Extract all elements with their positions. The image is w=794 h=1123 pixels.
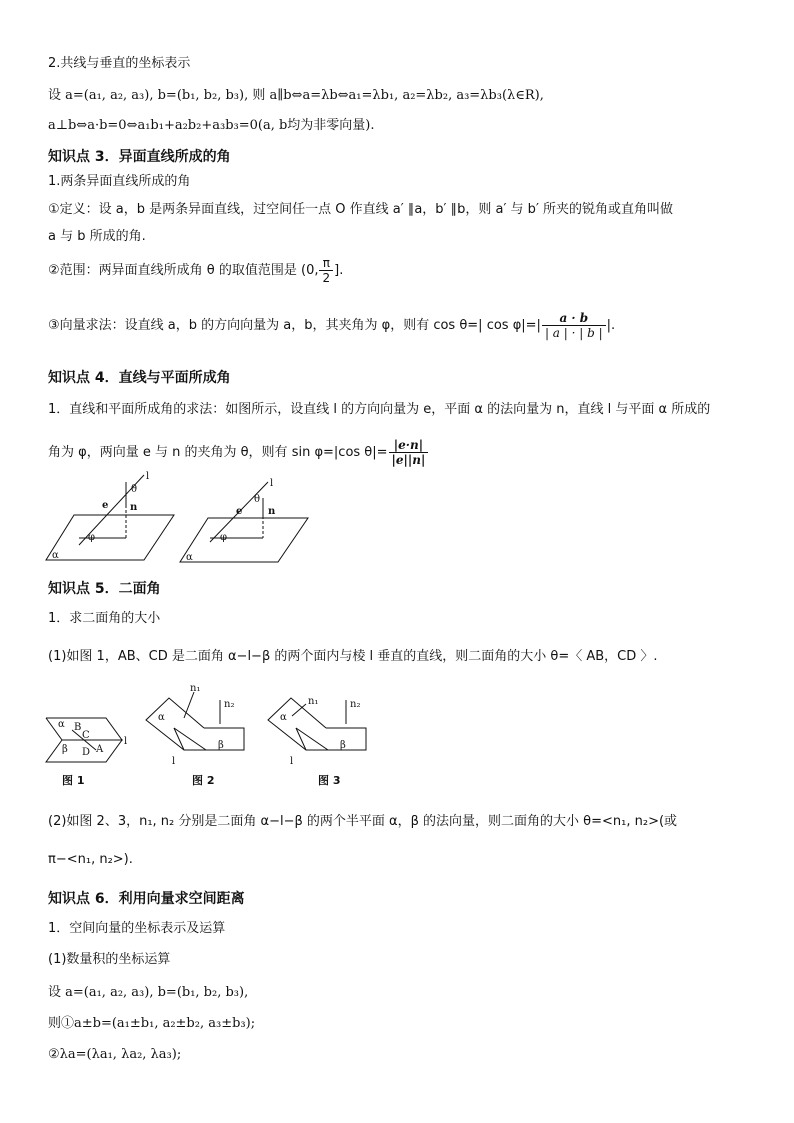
k3-range [48,256,343,285]
fig1-label-c: C [82,730,90,741]
k3-cos-den: | a | · | b | [544,326,603,340]
fig3-label-n1: n₁ [308,696,319,707]
line-plane-diagram-right [180,478,308,563]
k3-definition-1: ①定义：设 a，b 是两条异面直线，过空间任一点 O 作直线 a′ ∥a，b′ ∥b，则 a′ 与 b′ 所夹的锐角或直角叫做 [48,202,674,217]
fig2-label-n2: n₂ [224,699,235,710]
sec2-perp-line: a⊥b⇔a·b=0⇔a₁b₁+a₂b₂+a₃b₃=0(a, b均为非零向量). [48,118,375,133]
fig2-plane-beta [204,728,244,750]
fig1-label-alpha: α [58,719,65,730]
fig2-normal-n1 [184,692,194,718]
line-plane-diagram-left [46,471,174,561]
label-e-right: e [236,506,243,517]
k6-subtitle: 1．空间向量的坐标表示及运算 [48,921,226,936]
k6-heading: 知识点 6．利用向量求空间距离 [48,891,245,907]
k5-para-2-line-2: π−<n₁, n₂>). [48,852,133,867]
fig2-label-n1: n₁ [190,683,201,694]
fig2-label-l: l [172,756,176,767]
label-alpha-left: α [52,550,59,561]
k6-line-2: 则①a±b=(a₁±b₁, a₂±b₂, a₃±b₃); [48,1016,256,1031]
k5-para-1: (1)如图 1，AB、CD 是二面角 α−l−β 的两个面内与棱 l 垂直的直线，则二面角的大小 θ=〈 AB，CD 〉. [48,649,658,664]
figure-3 [268,696,366,767]
fig1-label-b: B [74,722,82,733]
k3-vector-text: ③向量求法：设直线 a，b 的方向向量为 a，b，其夹角为 φ，则有 cos θ=| cos φ|=| [48,318,541,333]
label-phi-left: φ [88,532,96,543]
k3-vector-end: |. [606,318,616,333]
k3-vector-method [48,311,615,340]
label-alpha-right: α [186,552,193,563]
k4-heading: 知识点 4．直线与平面所成角 [48,370,231,386]
figure-1 [46,718,127,762]
fig3-plane-beta [326,728,366,750]
fig3-label-l: l [290,756,294,767]
sec2-title: 2.共线与垂直的坐标表示 [48,56,191,71]
k6-line-1: 设 a=(a₁, a₂, a₃), b=(b₁, b₂, b₃), [48,985,249,1000]
dihedral-figures [44,680,374,768]
fig1-label-l: l [124,736,128,747]
k3-range-den: 2 [319,270,333,285]
k4-line-1: 1．直线和平面所成角的求法：如图所示，设直线 l 的方向向量为 e，平面 α 的法向量为 n，直线 l 与平面 α 所成的 [48,402,711,417]
k3-range-end: ]. [334,263,344,278]
k5-heading: 知识点 5．二面角 [48,581,161,597]
fig3-normal-n1 [292,704,306,716]
fig3-plane-alpha [268,698,328,750]
k3-heading: 知识点 3．异面直线所成的角 [48,149,231,165]
k3-range-num: π [322,256,330,270]
line-plane-figure [44,470,334,566]
k3-subtitle: 1.两条异面直线所成的角 [48,174,191,189]
label-phi-right: φ [220,532,228,543]
label-theta-left: θ [131,484,138,495]
fig3-label-n2: n₂ [350,699,361,710]
k5-subtitle: 1．求二面角的大小 [48,611,161,626]
k4-sin-num: |e·n| [389,438,429,453]
fig3-label-alpha: α [280,712,287,723]
label-n-left: n [130,502,138,513]
label-l-right: l [270,478,274,489]
fig1-label-beta: β [62,744,68,755]
fig2-label-beta: β [218,740,224,751]
label-theta-right: θ [254,494,261,505]
k4-line-2-text: 角为 φ，两向量 e 与 n 的夹角为 θ，则有 sin φ=|cos θ|= [48,445,388,460]
sec2-parallel-line: 设 a=(a₁, a₂, a₃), b=(b₁, b₂, b₃), 则 a∥b⇔a=λb⇔a₁=λb₁, a₂=λb₂, a₃=λb₃(λ∈R), [48,88,544,103]
fig1-caption: 图 1 [62,774,85,787]
fig1-label-a: A [96,744,104,755]
k6-subtitle-2: (1)数量积的坐标运算 [48,952,171,967]
label-n-right: n [268,506,276,517]
label-l-left: l [146,471,150,482]
k3-range-text: ②范围：两异面直线所成角 θ 的取值范围是 (0, [48,263,319,278]
fig3-caption: 图 3 [318,774,341,787]
label-e-left: e [102,500,109,511]
fig1-label-d: D [82,747,91,758]
k5-para-2-line-1: (2)如图 2、3，n₁, n₂ 分别是二面角 α−l−β 的两个半平面 α，β 的法向量，则二面角的大小 θ=<n₁, n₂>(或 [48,814,678,829]
k4-line-2 [48,438,429,467]
figure-2 [146,683,244,767]
k3-definition-2: a 与 b 所成的角. [48,229,146,244]
fig2-label-alpha: α [158,712,165,723]
k3-cos-fraction [542,311,606,340]
k4-sin-fraction [389,438,429,467]
plane-alpha-right [180,518,308,562]
k3-cos-num: a · b [542,311,606,326]
k3-range-fraction [319,256,333,285]
fig2-caption: 图 2 [192,774,215,787]
k4-sin-den: |e||n| [391,453,426,467]
fig2-plane-alpha [146,698,206,750]
fig3-label-beta: β [340,740,346,751]
k6-line-3: ②λa=(λa₁, λa₂, λa₃); [48,1047,182,1062]
